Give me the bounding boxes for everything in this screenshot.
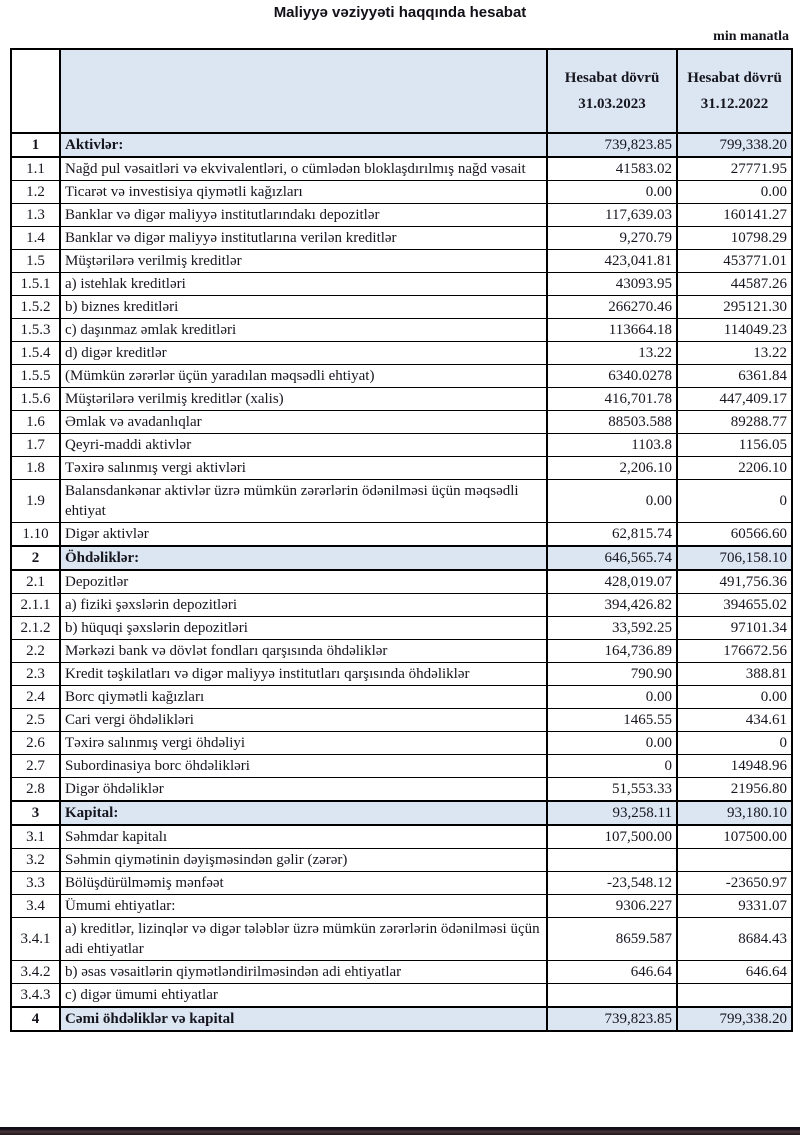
value-2023-03-31-cell: 646.64 [547,961,677,984]
value-2022-12-31-cell: 114049.23 [677,319,792,342]
value-2023-03-31-cell: 51,553.33 [547,778,677,802]
value-2022-12-31-cell: 9331.07 [677,895,792,918]
value-2023-03-31-cell: 9306.227 [547,895,677,918]
table-row [11,709,792,732]
value-2022-12-31-cell: 0 [677,480,792,523]
row-label-cell: d) digər kreditlər [60,342,547,365]
value-2022-12-31-cell: 27771.95 [677,157,792,181]
header-period-1-cell [547,49,677,133]
value-2023-03-31-cell: 0.00 [547,181,677,204]
value-2023-03-31-cell [547,984,677,1008]
table-row [11,480,792,523]
value-2023-03-31-cell: 739,823.85 [547,133,677,157]
row-label-cell: Aktivlər: [60,133,547,157]
table-row [11,434,792,457]
value-2022-12-31-cell: 2206.10 [677,457,792,480]
value-2022-12-31-cell: 799,338.20 [677,1007,792,1031]
table-row [11,365,792,388]
row-number-cell: 1.5 [11,250,60,273]
row-number-cell: 3.4.2 [11,961,60,984]
table-row [11,778,792,802]
header-label-cell [60,49,547,133]
value-2022-12-31-cell: 10798.29 [677,227,792,250]
row-label-cell: c) digər ümumi ehtiyatlar [60,984,547,1008]
row-number-cell: 2.2 [11,640,60,663]
value-2023-03-31-cell: 423,041.81 [547,250,677,273]
header-period-1-date: 31.03.2023 [578,96,646,112]
row-number-cell: 1.1 [11,157,60,181]
row-number-cell: 1.5.4 [11,342,60,365]
table-row [11,250,792,273]
row-number-cell: 2.7 [11,755,60,778]
value-2023-03-31-cell: 646,565.74 [547,546,677,570]
header-period-2-date: 31.12.2022 [700,96,769,112]
row-label-cell: Nağd pul vəsaitləri və ekvivalentləri, o cümlədən bloklaşdırılmış nağd vəsait [60,157,547,181]
value-2022-12-31-cell: 646.64 [677,961,792,984]
row-number-cell: 1.7 [11,434,60,457]
value-2022-12-31-cell: 97101.34 [677,617,792,640]
financial-position-table [10,48,793,1032]
value-2022-12-31-cell: 434.61 [677,709,792,732]
value-2023-03-31-cell: 8659.587 [547,918,677,961]
value-2023-03-31-cell: 2,206.10 [547,457,677,480]
row-label-cell: b) biznes kreditləri [60,296,547,319]
row-number-cell: 1.10 [11,523,60,547]
table-row [11,961,792,984]
row-number-cell: 2.1.1 [11,594,60,617]
row-number-cell: 2.5 [11,709,60,732]
value-2022-12-31-cell: 447,409.17 [677,388,792,411]
value-2023-03-31-cell: 394,426.82 [547,594,677,617]
row-label-cell: Kapital: [60,801,547,825]
value-2022-12-31-cell: 453771.01 [677,250,792,273]
table-row [11,640,792,663]
value-2022-12-31-cell: 394655.02 [677,594,792,617]
value-2022-12-31-cell: 0.00 [677,181,792,204]
row-number-cell: 1.5.2 [11,296,60,319]
value-2023-03-31-cell: -23,548.12 [547,872,677,895]
value-2023-03-31-cell: 0.00 [547,732,677,755]
page-bottom-edge [0,1127,800,1135]
table-row [11,825,792,849]
row-label-cell: Mərkəzi bank və dövlət fondları qarşısında öhdəliklər [60,640,547,663]
value-2023-03-31-cell: 9,270.79 [547,227,677,250]
header-corner-cell [11,49,60,133]
value-2023-03-31-cell: 117,639.03 [547,204,677,227]
header-period-2-title: Hesabat dövrü [687,70,782,86]
row-label-cell: Təxirə salınmış vergi öhdəliyi [60,732,547,755]
value-2023-03-31-cell: 88503.588 [547,411,677,434]
table-row [11,157,792,181]
row-number-cell: 2.4 [11,686,60,709]
row-number-cell: 1.8 [11,457,60,480]
table-row [11,755,792,778]
table-row [11,227,792,250]
value-2022-12-31-cell: 0 [677,732,792,755]
row-number-cell: 3.3 [11,872,60,895]
value-2022-12-31-cell: 491,756.36 [677,570,792,594]
row-number-cell: 3.4 [11,895,60,918]
value-2022-12-31-cell: 44587.26 [677,273,792,296]
table-row [11,732,792,755]
row-number-cell: 3.4.3 [11,984,60,1008]
value-2023-03-31-cell: 6340.0278 [547,365,677,388]
value-2022-12-31-cell: -23650.97 [677,872,792,895]
row-number-cell: 2.1 [11,570,60,594]
row-label-cell: b) hüquqi şəxslərin depozitləri [60,617,547,640]
value-2023-03-31-cell: 164,736.89 [547,640,677,663]
table-row [11,181,792,204]
value-2022-12-31-cell: 14948.96 [677,755,792,778]
value-2023-03-31-cell: 1465.55 [547,709,677,732]
row-label-cell: Digər öhdəliklər [60,778,547,802]
page-title: Maliyyə vəziyyəti haqqında hesabat [273,4,527,21]
row-label-cell: (Mümkün zərərlər üçün yaradılan məqsədli ehtiyat) [60,365,547,388]
row-number-cell: 1.5.6 [11,388,60,411]
table-row [11,523,792,547]
value-2023-03-31-cell: 790.90 [547,663,677,686]
value-2022-12-31-cell: 706,158.10 [677,546,792,570]
row-label-cell: b) əsas vəsaitlərin qiymətləndirilməsindən adi ehtiyatlar [60,961,547,984]
value-2023-03-31-cell: 13.22 [547,342,677,365]
value-2022-12-31-cell: 93,180.10 [677,801,792,825]
value-2022-12-31-cell: 6361.84 [677,365,792,388]
table-row [11,617,792,640]
value-2022-12-31-cell: 21956.80 [677,778,792,802]
row-label-cell: Banklar və digər maliyyə institutlarındakı depozitlər [60,204,547,227]
row-label-cell: Subordinasiya borc öhdəlikləri [60,755,547,778]
table-row [11,686,792,709]
value-2023-03-31-cell: 113664.18 [547,319,677,342]
table-row [11,984,792,1008]
table-row [11,918,792,961]
row-label-cell: Ümumi ehtiyatlar: [60,895,547,918]
header-period-2-cell [677,49,792,133]
table-row [11,342,792,365]
row-number-cell: 4 [11,1007,60,1031]
row-number-cell: 1.3 [11,204,60,227]
row-label-cell: Cari vergi öhdəlikləri [60,709,547,732]
header-period-1-title: Hesabat dövrü [564,70,660,86]
row-label-cell: Depozitlər [60,570,547,594]
row-label-cell: Təxirə salınmış vergi aktivləri [60,457,547,480]
row-number-cell: 3.4.1 [11,918,60,961]
value-2023-03-31-cell: 93,258.11 [547,801,677,825]
value-2022-12-31-cell: 8684.43 [677,918,792,961]
value-2022-12-31-cell: 1156.05 [677,434,792,457]
value-2022-12-31-cell: 160141.27 [677,204,792,227]
row-number-cell: 1.5.5 [11,365,60,388]
table-row [11,895,792,918]
row-label-cell: Səhmin qiymətinin dəyişməsindən gəlir (zərər) [60,849,547,872]
value-2023-03-31-cell: 0 [547,755,677,778]
table-row [11,204,792,227]
row-number-cell: 2 [11,546,60,570]
value-2023-03-31-cell: 428,019.07 [547,570,677,594]
row-label-cell: Cəmi öhdəliklər və kapital [60,1007,547,1031]
row-label-cell: Banklar və digər maliyyə institutlarına verilən kreditlər [60,227,547,250]
value-2023-03-31-cell: 1103.8 [547,434,677,457]
row-number-cell: 2.6 [11,732,60,755]
table-row [11,388,792,411]
value-2022-12-31-cell: 295121.30 [677,296,792,319]
row-label-cell: Əmlak və avadanlıqlar [60,411,547,434]
table-row [11,319,792,342]
row-label-cell: Kredit təşkilatları və digər maliyyə institutları qarşısında öhdəliklər [60,663,547,686]
value-2023-03-31-cell: 107,500.00 [547,825,677,849]
row-label-cell: a) istehlak kreditləri [60,273,547,296]
row-number-cell: 3.1 [11,825,60,849]
value-2023-03-31-cell [547,849,677,872]
table-row [11,594,792,617]
row-number-cell: 3.2 [11,849,60,872]
row-label-cell: Borc qiymətli kağızları [60,686,547,709]
row-number-cell: 2.8 [11,778,60,802]
unit-note: min manatla [713,29,789,44]
table-body [11,133,792,1031]
table-row [11,411,792,434]
value-2022-12-31-cell [677,849,792,872]
value-2023-03-31-cell: 739,823.85 [547,1007,677,1031]
section-row [11,133,792,157]
value-2023-03-31-cell: 416,701.78 [547,388,677,411]
row-number-cell: 3 [11,801,60,825]
value-2023-03-31-cell: 62,815.74 [547,523,677,547]
value-2022-12-31-cell: 799,338.20 [677,133,792,157]
value-2022-12-31-cell: 388.81 [677,663,792,686]
value-2023-03-31-cell: 43093.95 [547,273,677,296]
table-row [11,273,792,296]
header-row [11,49,792,133]
table-header [11,49,792,133]
table-row [11,457,792,480]
row-label-cell: c) daşınmaz əmlak kreditləri [60,319,547,342]
section-row [11,1007,792,1031]
row-label-cell: Bölüşdürülməmiş mənfəət [60,872,547,895]
section-row [11,546,792,570]
row-number-cell: 2.1.2 [11,617,60,640]
value-2023-03-31-cell: 41583.02 [547,157,677,181]
section-row [11,801,792,825]
row-label-cell: Ticarət və investisiya qiymətli kağızları [60,181,547,204]
value-2022-12-31-cell: 107500.00 [677,825,792,849]
row-label-cell: Öhdəliklər: [60,546,547,570]
value-2023-03-31-cell: 0.00 [547,480,677,523]
table-row [11,663,792,686]
row-label-cell: Balansdankənar aktivlər üzrə mümkün zərərlərin ödənilməsi üçün məqsədli ehtiyat [60,480,547,523]
row-label-cell: Digər aktivlər [60,523,547,547]
row-number-cell: 2.3 [11,663,60,686]
row-label-cell: Müştərilərə verilmiş kreditlər (xalis) [60,388,547,411]
row-number-cell: 1.6 [11,411,60,434]
table-row [11,296,792,319]
row-number-cell: 1.2 [11,181,60,204]
row-number-cell: 1.5.3 [11,319,60,342]
value-2023-03-31-cell: 33,592.25 [547,617,677,640]
value-2023-03-31-cell: 0.00 [547,686,677,709]
value-2022-12-31-cell [677,984,792,1008]
row-label-cell: a) kreditlər, lizinqlər və digər tələblər üzrə mümkün zərərlərin ödənilməsi üçün adi ehtiyatlar [60,918,547,961]
value-2022-12-31-cell: 60566.60 [677,523,792,547]
row-label-cell: Səhmdar kapitalı [60,825,547,849]
value-2022-12-31-cell: 89288.77 [677,411,792,434]
row-label-cell: a) fiziki şəxslərin depozitləri [60,594,547,617]
row-number-cell: 1.5.1 [11,273,60,296]
row-label-cell: Qeyri-maddi aktivlər [60,434,547,457]
value-2022-12-31-cell: 176672.56 [677,640,792,663]
row-number-cell: 1.9 [11,480,60,523]
table-row [11,849,792,872]
table-row [11,872,792,895]
value-2022-12-31-cell: 0.00 [677,686,792,709]
row-label-cell: Müştərilərə verilmiş kreditlər [60,250,547,273]
row-number-cell: 1.4 [11,227,60,250]
row-number-cell: 1 [11,133,60,157]
value-2022-12-31-cell: 13.22 [677,342,792,365]
table-row [11,570,792,594]
value-2023-03-31-cell: 266270.46 [547,296,677,319]
